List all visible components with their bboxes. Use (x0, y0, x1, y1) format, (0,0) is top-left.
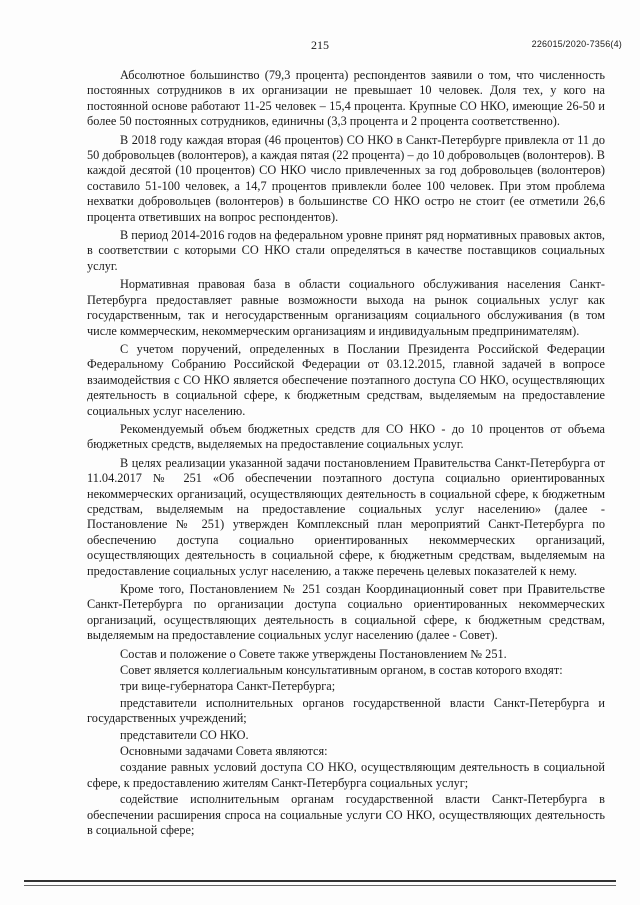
paragraph-legal-base: Нормативная правовая база в области социального обслуживания населения Санкт-Петербурга предоставляет равные возможности выхода на рынок социальных услуг как государственным, так и негосударственным организациям социального обслуживания (в том числе коммерческим, некоммерческим организациям и индивидуальным предпринимателям). (87, 277, 605, 338)
paragraph-council-tasks-intro: Основными задачами Совета являются: (120, 744, 328, 759)
list-item-demand-expansion: содействие исполнительным органам государственной власти Санкт-Петербурга в обеспечении расширения спроса на социальные услуги СО НКО, осуществляющих деятельность в социальной сфере; (87, 792, 605, 838)
paragraph-presidential-address: С учетом поручений, определенных в Послании Президента Российской Федерации Федеральному Собранию Российской Федерации от 03.12.2015, главной задачей в вопросе взаимодействия с СО НКО является обеспечение поэтапного доступа СО НКО, осуществляющих деятельность в социальной сфере, к бюджетным средствам, выделяемым на предоставление социальных услуг населению. (87, 341, 605, 418)
paragraph-staff-size: Абсолютное большинство (79,3 процента) респондентов заявили о том, что численность постоянных сотрудников в их организации не превышает 10 человек. Доля тех, у кого на постоянной основе работают 11-25 человек – 15,4 процента. Крупные СО НКО, имеющие 26-50 и более 50 постоянных сотрудников, единичны (3,3 процента и 2 процента соответственно). (87, 68, 605, 129)
paragraph-resolution-251: В целях реализации указанной задачи постановлением Правительства Санкт-Петербурга от 11.04.2017 № 251 «Об обеспечении поэтапного доступа социально ориентированных некоммерческих организаций, осуществляющих деятельность в социальной сфере, к бюджетным средствам, выделяемым на предоставление социальных услуг населению» (далее - Постановление № 251) утвержден Комплексный план мероприятий Санкт-Петербурга по обеспечению доступа социально ориентированных некоммерческих организаций, осуществляющих деятельность в социальной сфере, к бюджетным средствам, выделяемым на предоставление социальных услуг населению, а также перечень целевых показателей к нему. (87, 455, 605, 578)
paragraph-volunteers: В 2018 году каждая вторая (46 процентов) СО НКО в Санкт-Петербурге привлекла от 11 до 50 добровольцев (волонтеров), а каждая пятая (22 процента) – до 10 добровольцев (волонтеров). В каждой десятой (10 процентов) СО НКО число привлеченных за год добровольцев (волонтеров) составило 51-100 человек, а 14,7 процентов привлекли более 100 человек. При этом проблема нехватки добровольцев (волонтеров) в большинстве СО НКО остро не стоит (ее отметили 26,6 процента ответивших на вопрос респондентов). (87, 132, 605, 224)
list-item-nko-representatives: представители СО НКО. (120, 727, 249, 742)
bottom-border-line-thin (24, 885, 616, 886)
bottom-border-line (24, 880, 616, 882)
document-body (87, 68, 605, 840)
paragraph-council-composition: Состав и положение о Совете также утверждены Постановлением № 251. (120, 646, 507, 661)
paragraph-federal-acts: В период 2014-2016 годов на федеральном уровне принят ряд нормативных правовых актов, в соответствии с которыми СО НКО стали определяться в качестве поставщиков социальных услуг. (87, 228, 605, 273)
list-item-executive-representatives: представители исполнительных органов государственной власти Санкт-Петербурга и государственных учреждений; (87, 695, 605, 726)
paragraph-coordination-council: Кроме того, Постановлением № 251 создан Координационный совет при Правительстве Санкт-Петербурга по организации доступа социально ориентированных некоммерческих организаций, осуществляющих деятельность в социальной сфере, к бюджетным средствам, выделяемым на предоставление социальных услуг населению (далее - Совет). (87, 582, 605, 643)
list-item-equal-access: создание равных условий доступа СО НКО, осуществляющим деятельность в социальной сфере, к предоставлению жителям Санкт-Петербурга социальных услуг; (87, 760, 605, 790)
paragraph-council-members-intro: Совет является коллегиальным консультативным органом, в состав которого входят: (120, 663, 563, 678)
paragraph-budget-share: Рекомендуемый объем бюджетных средств для СО НКО - до 10 процентов от объема бюджетных средств, выделяемых на предоставление социальных услуг. (87, 421, 605, 452)
page-number: 215 (311, 38, 329, 52)
document-id: 226015/2020-7356(4) (531, 39, 622, 49)
list-item-vice-governors: три вице-губернатора Санкт-Петербурга; (120, 679, 336, 694)
